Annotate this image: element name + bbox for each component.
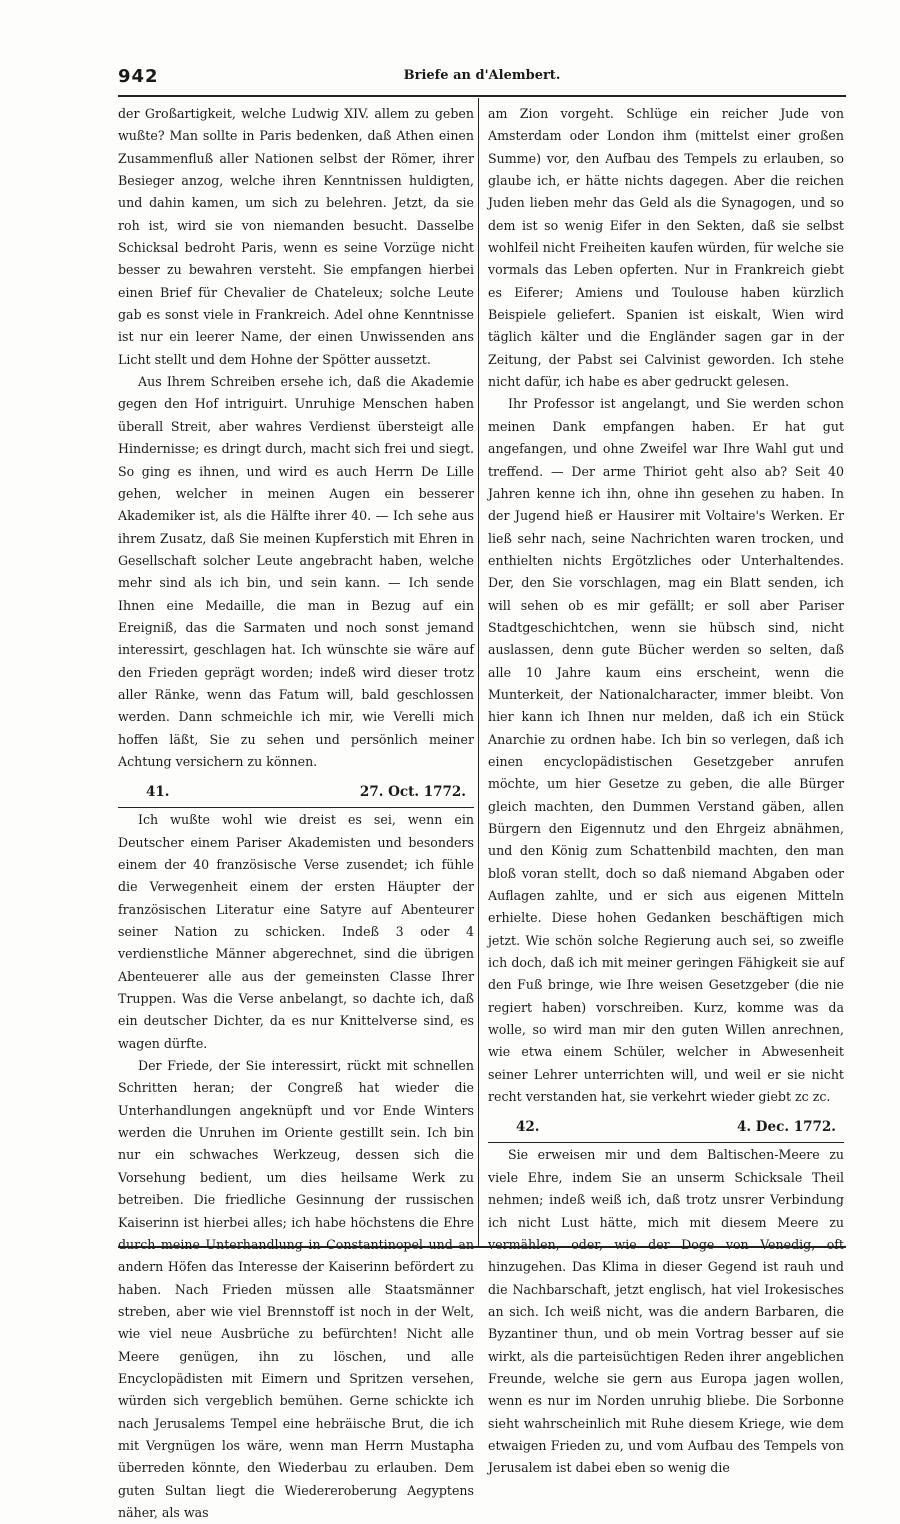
page-number: 942 — [118, 66, 159, 87]
letter-date: 27. Oct. 1772. — [359, 784, 466, 801]
paragraph: Aus Ihrem Schreiben ersehe ich, daß die Akademie gegen den Hof intriguirt. Unruhige Menschen haben überall Streit, aber wahres Verdienst übersteigt alle Hindernisse; es dringt durch, macht sich frei und siegt. So ging es ihnen, und wird es auch Herrn De Lille gehen, welcher in meinen Augen ein besserer Akademiker ist, als die Hälfte ihrer 40. — Ich sehe aus ihrem Zusatz, daß Sie meinen Kupferstich mit Ehren in Gesellschaft solcher Leute angebracht haben, welche mehr sind als ich bin, und sein kann. — Ich sende Ihnen eine Medaille, die man in Bezug auf ein Ereigniß, das die Sarmaten und noch sonst jemand interessirt, geschlagen hat. Ich wünschte sie wäre auf den Frieden geprägt worden; indeß wird dieser trotz aller Ränke, wenn das Fatum will, bald geschlossen werden. Dann schmeichle ich mir, wie Verelli mich hoffen läßt, Sie zu sehen und persönlich meiner Achtung versichern zu können. — [118, 374, 474, 769]
paragraph: Ich wußte wohl wie dreist es sei, wenn ein Deutscher einem Pariser Akademisten und besonders einem der 40 französische Verse zusendet; ich fühle die Verwegenheit einem der ersten Häupter der französischen Literatur eine Satyre auf Abenteurer seiner Nation zu schicken. Indeß 3 oder 4 verdienstliche Männer abgerechnet, sind die übrigen Abenteuerer alle aus der gemeinsten Classe Ihrer Truppen. Was die Verse anbelangt, so dachte ich, daß ein deutscher Dichter, da es nur Knittelverse sind, es wagen dürfte. — [118, 812, 474, 1051]
letter-number: 41. — [146, 784, 170, 801]
letter-date: 4. Dec. 1772. — [737, 1119, 836, 1136]
paragraph: Ihr Professor ist angelangt, und Sie werden schon meinen Dank empfangen haben. Er hat gut angefangen, und ohne Zweifel war Ihre Wahl gut und treffend. — Der arme Thiriot geht also ab? Seit 40 Jahren kenne ich ihn, ohne ihn gesehen zu haben. In der Jugend hieß er Hausirer mit Voltaire's Werken. Er ließ sehr nach, seine Nachrichten waren trocken, und enthielten nichts Ergötzliches oder Unterhaltendes. Der, den Sie vorschlagen, mag ein Blatt senden, ich will sehen ob es mir gefällt; er soll aber Pariser Stadtgeschichtchen, wenn sie hübsch sind, nicht auslassen, denn gute Bücher werden so selten, daß alle 10 Jahre kaum eins erscheint, wenn die Munterkeit, der Nationalcharacter, immer bleibt. Von hier kann ich Ihnen nur melden, daß ich ein Stück Anarchie zu ordnen habe. Ich bin so verlegen, daß ich einen encyclopädistischen Gesetzgeber anrufen möchte, um hier Gesetze zu geben, die alle Bürger gleich machten, den Dummen Verstand gäben, allen Bürgern den Eigennutz und den Ehrgeiz abnähmen, und den König zum Schattenbild machten, den man bloß voran stellt, doch so daß niemand Abgaben oder Auflagen zahlte, und er sich aus eigenen Mitteln erhielte. Diese hohen Gedanken beschäftigen mich jetzt. Wie schön solche Regierung auch sei, so zweifle ich doch, daß ich mit meiner geringen Fähigkeit sie auf den Fuß bringe, wie Ihre weisen Gesetzgeber (die nie regiert haben) vorschreiben. Kurz, komme was da wolle, so wird man mir den guten Willen anrechnen, wie etwa einem Schüler, welcher in Abwesenheit seiner Lehrer unterrichten will, und weil er sie nicht recht verstanden hat, sie verkehrt wieder giebt zc zc. — [488, 396, 844, 1105]
letter-number: 42. — [516, 1119, 540, 1136]
paragraph: Der Friede, der Sie interessirt, rückt mit schnellen Schritten heran; der Congreß hat wieder die Unterhandlungen angeknüpft und vor Ende Winters werden die Unruhen im Oriente gestillt sein. Ich bin nur ein schwaches Werkzeug, dessen sich die Vorsehung bedient, um dies heilsame Werk zu betreiben. Die friedliche Gesinnung der russischen Kaiserinn ist hierbei alles; ich habe höchstens die Ehre durch meine Unterhandlung in Constantinopel und an andern Höfen das Interesse der Kaiserinn befördert zu haben. Nach Frieden müssen alle Staatsmänner streben, aber wie viel Brennstoff ist noch in der Welt, wie viel neue Ausbrüche zu befürchten! Nicht alle Meere genügen, ihn zu löschen, und alle Encyclopädisten mit Eimern und Spritzen versehen, würden sich vergeblich bemühen. Gerne schickte ich nach Jerusalems Tempel eine hebräische Brut, die ich mit Vergnügen los wäre, wenn man Herrn Mustapha überreden könnte, den Wiederbau zu erlauben. Dem guten Sultan liegt die Wiedereroberung Aegyptens näher, als was — [118, 1058, 474, 1520]
bottom-rule — [118, 1246, 846, 1248]
paragraph: am Zion vorgeht. Schlüge ein reicher Jude von Amsterdam oder London ihm (mittelst einer großen Summe) vor, den Aufbau des Tempels zu erlauben, so glaube ich, er hätte nichts dagegen. Aber die reichen Juden lieben mehr das Geld als die Synagogen, und so dem ist so wenig Eifer in den Sekten, daß sie selbst wohlfeil nicht Freiheiten kaufen würden, für welche sie vormals das Leben opferten. Nur in Frankreich giebt es Eiferer; Amiens und Toulouse haben kürzlich Beispiele geliefert. Spanien ist eiskalt, Wien wird täglich kälter und die Engländer sagen gar in der Zeitung, der Pabst sei Calvinist geworden. Ich stehe nicht dafür, ich habe es aber gedruckt gelesen. — [488, 106, 844, 390]
letter-heading-42 — [488, 1116, 844, 1138]
paragraph: Sie erweisen mir und dem Baltischen-Meere zu viele Ehre, indem Sie an unserm Schicksale Theil nehmen; indeß weiß ich, daß trotz unsrer Verbindung ich nicht Lust hätte, mich mit diesem Meere zu vermählen, oder, wie der Doge von Venedig, oft hinzugehen. Das Klima in dieser Gegend ist rauh und die Nachbarschaft, jetzt englisch, hat viel Irokesisches an sich. Ich weiß nicht, was die andern Barbaren, die Byzantiner thun, und ob mein Vortrag besser auf sie wirkt, als die parteisüchtigen Reden ihrer angeblichen Freunde, welche sie gern aus Europa jagen wollen, wenn es nur im Norden unruhig bliebe. Die Sorbonne sieht wahrscheinlich mit Ruhe diesem Kriege, wie dem etwaigen Frieden zu, und vom Aufbau des Tempels von Jerusalem ist dabei eben so wenig die — [488, 1147, 844, 1476]
page-header — [118, 64, 846, 94]
paragraph: der Großartigkeit, welche Ludwig XIV. allem zu geben wußte? Man sollte in Paris bedenken, daß Athen einen Zusammenfluß aller Nationen selbst der Römer, ihrer Besieger anzog, welche ihren Kenntnissen huldigten, und dahin kamen, um sich zu belehren. Jetzt, da sie roh ist, wird sie von niemanden besucht. Dasselbe Schicksal bedroht Paris, wenn es seine Vorzüge nicht besser zu bewahren versteht. Sie empfangen hierbei einen Brief für Chevalier de Chateleux; solche Leute gab es sonst viele in Frankreich. Adel ohne Kenntnisse ist nur ein leerer Name, der einen Unwissenden ans Licht stellt und dem Hohne der Spötter aussetzt. — [118, 106, 474, 367]
letter-heading-41 — [118, 781, 474, 803]
header-rule — [118, 95, 846, 97]
right-column — [488, 103, 844, 1480]
running-title: Briefe an d'Alembert. — [403, 68, 561, 83]
column-divider — [478, 98, 479, 1246]
left-column — [118, 103, 474, 1524]
